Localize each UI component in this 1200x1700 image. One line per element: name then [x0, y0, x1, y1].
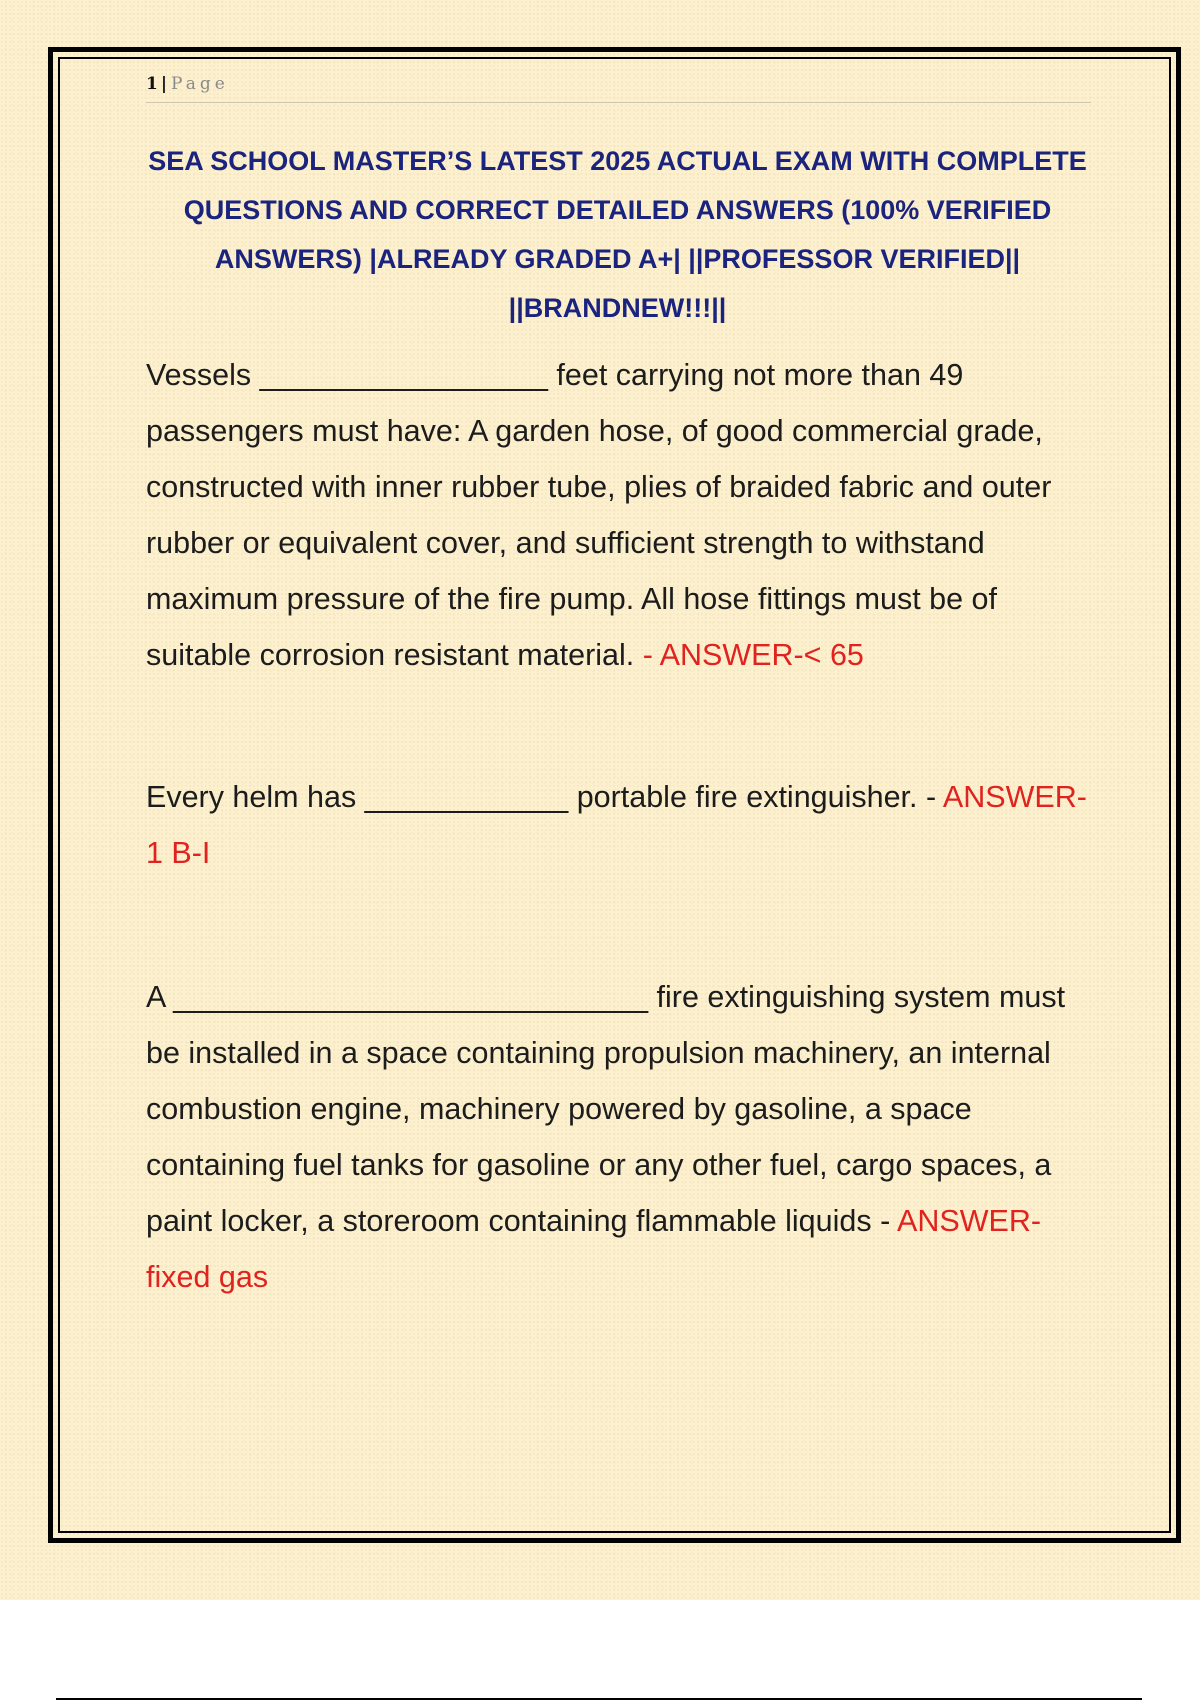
- answer-text: ANSWER-1 B-I: [146, 780, 1087, 870]
- question-block-3: [146, 969, 1091, 1305]
- question-text: Vessels _________________ feet carrying not more than 49 passengers must have: A garden hose, of good commercial grade, constructed with inner rubber tube, plies of braided fabric and outer rubber or equivalent cover, and sufficient strength to withstand maximum pressure of the fire pump. All hose fittings must be of suitable corrosion resistant material.: [146, 358, 1052, 672]
- question-block-1: [146, 347, 1091, 683]
- page-separator: |: [160, 74, 168, 94]
- page-number: 1: [146, 74, 158, 94]
- document-title: SEA SCHOOL MASTER’S LATEST 2025 ACTUAL EXAM WITH COMPLETE QUESTIONS AND CORRECT DETAILED ANSWERS (100% VERIFIED ANSWERS) |ALREADY GRADED A+| ||PROFESSOR VERIFIED|| ||BRANDNEW!!!||: [148, 146, 1087, 323]
- page-label: Page: [171, 74, 229, 94]
- question-block-2: [146, 769, 1091, 881]
- answer-text: ANSWER-fixed gas: [146, 1204, 1042, 1294]
- question-text: Every helm has ____________ portable fire extinguisher. -: [146, 780, 937, 814]
- page-header: [146, 74, 1091, 103]
- question-text: A ____________________________ fire extinguishing system must be installed in a space containing propulsion machinery, an internal combustion engine, machinery powered by gasoline, a space containing fuel tanks for gasoline or any other fuel, cargo spaces, a paint locker, a storeroom containing flammable liquids -: [146, 980, 1066, 1238]
- answer-text: - ANSWER-< 65: [634, 638, 864, 672]
